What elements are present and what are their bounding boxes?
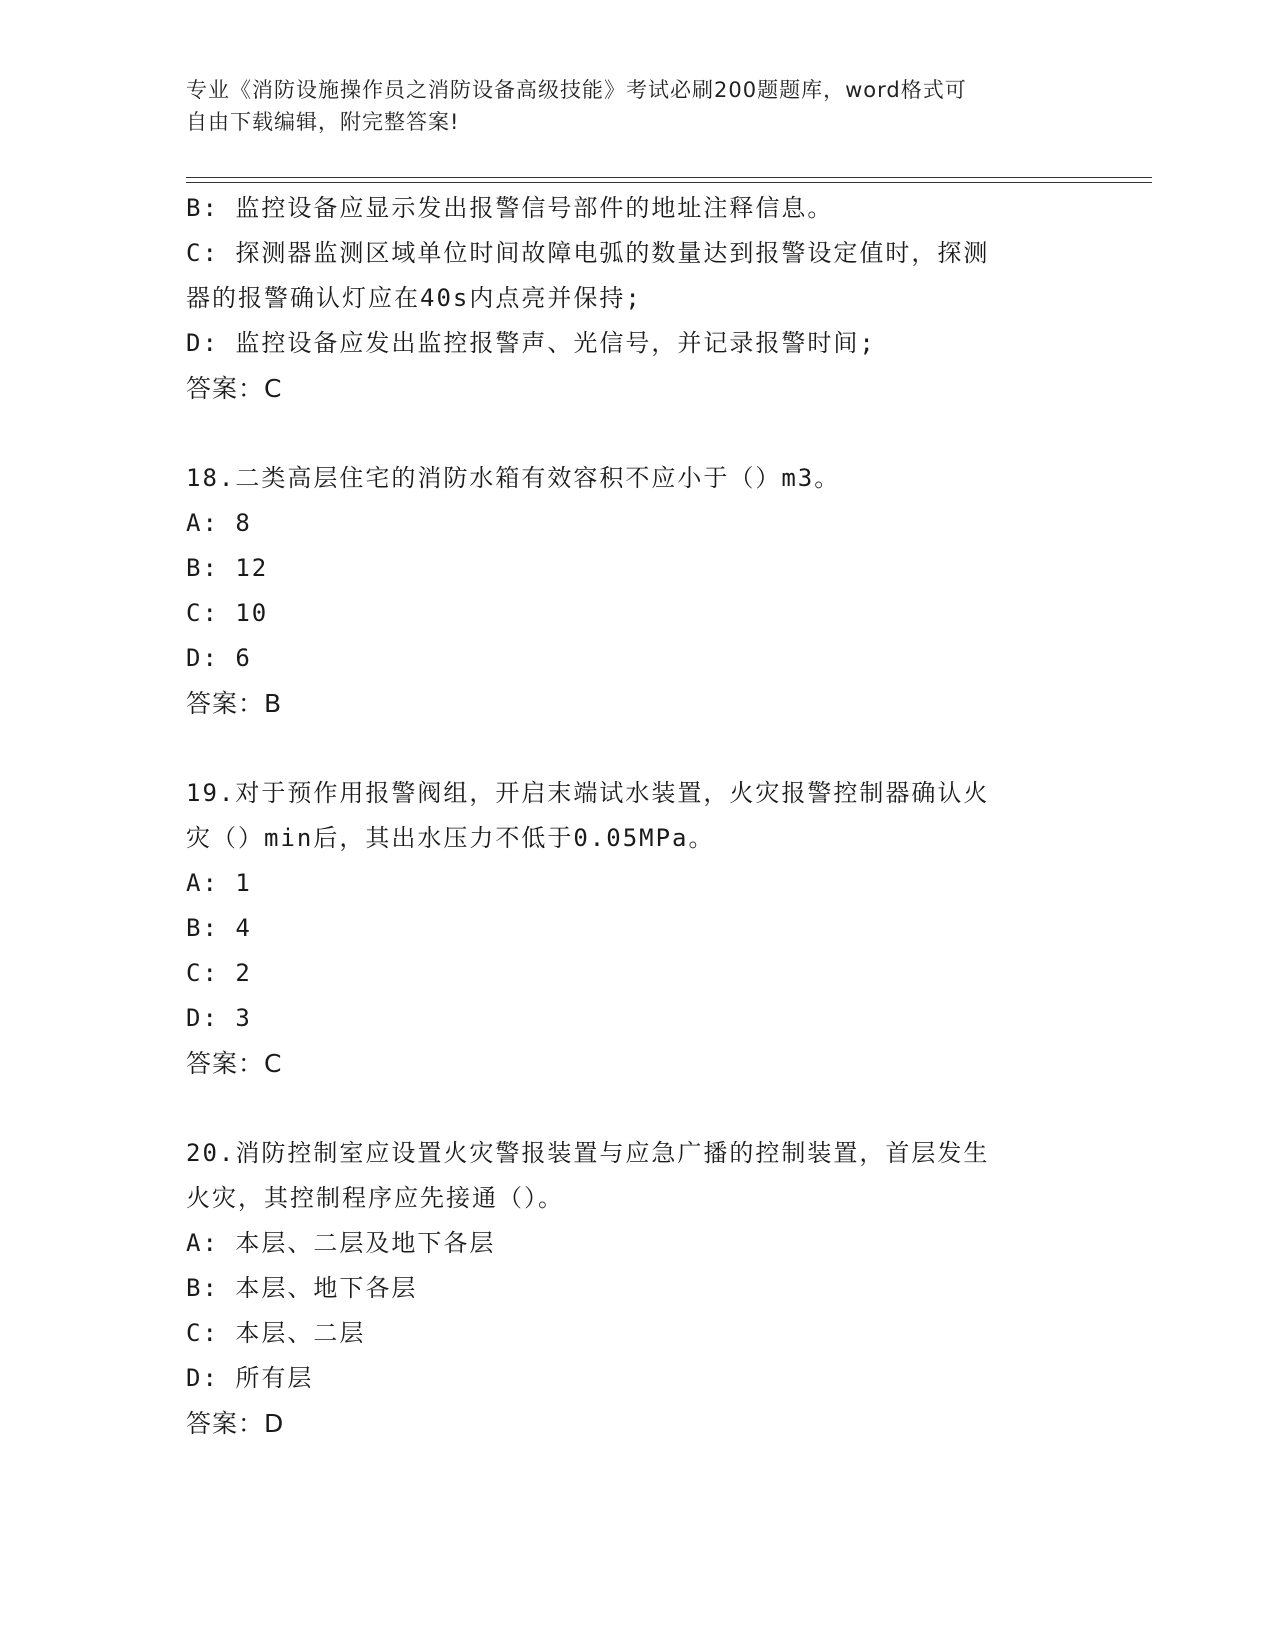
option-c: C: 2 [186,959,252,987]
option-d: D: 3 [186,1004,252,1032]
question-19 [186,771,1066,1086]
header-divider-bottom [186,182,1152,183]
answer: 答案：C [186,1049,283,1078]
option-a: A: 8 [186,509,252,537]
option-b: B: 12 [186,554,269,582]
option-d: D: 6 [186,644,252,672]
option-c-line-2: 器的报警确认灯应在40s内点亮并保持; [186,284,642,312]
header-line-1: 专业《消防设施操作员之消防设备高级技能》考试必刷200题题库，word格式可 [186,78,967,102]
option-d: D: 所有层 [186,1364,314,1392]
header-line-2: 自由下载编辑，附完整答案! [186,110,460,134]
question-stem-line-1: 19.对于预作用报警阀组，开启末端试水装置，火灾报警控制器确认火 [186,779,990,807]
spacer [186,726,1066,771]
question-stem-line-2: 灾（）min后，其出水压力不低于0.05MPa。 [186,824,715,852]
document-header [186,74,1086,138]
option-c: C: 10 [186,599,269,627]
spacer [186,1086,1066,1131]
answer: 答案：B [186,689,283,718]
question-17 [186,186,1066,411]
option-c: C: 本层、二层 [186,1319,366,1347]
header-divider-top [186,177,1152,178]
question-stem-line-2: 火灾，其控制程序应先接通（）。 [186,1184,564,1212]
answer: 答案：C [186,374,283,403]
option-d: D: 监控设备应发出监控报警声、光信号，并记录报警时间; [186,329,876,357]
option-b: B: 本层、地下各层 [186,1274,418,1302]
question-18 [186,456,1066,726]
spacer [186,411,1066,456]
answer: 答案：D [186,1409,285,1438]
question-content [186,186,1066,1446]
question-stem-line-1: 20.消防控制室应设置火灾警报装置与应急广播的控制装置，首层发生 [186,1139,990,1167]
option-a: A: 1 [186,869,252,897]
option-a: A: 本层、二层及地下各层 [186,1229,496,1257]
option-b: B: 4 [186,914,252,942]
option-c-line-1: C: 探测器监测区域单位时间故障电弧的数量达到报警设定值时，探测 [186,239,990,267]
question-20 [186,1131,1066,1446]
option-b: B: 监控设备应显示发出报警信号部件的地址注释信息。 [186,194,834,222]
question-stem: 18.二类高层住宅的消防水箱有效容积不应小于（）m3。 [186,464,841,492]
